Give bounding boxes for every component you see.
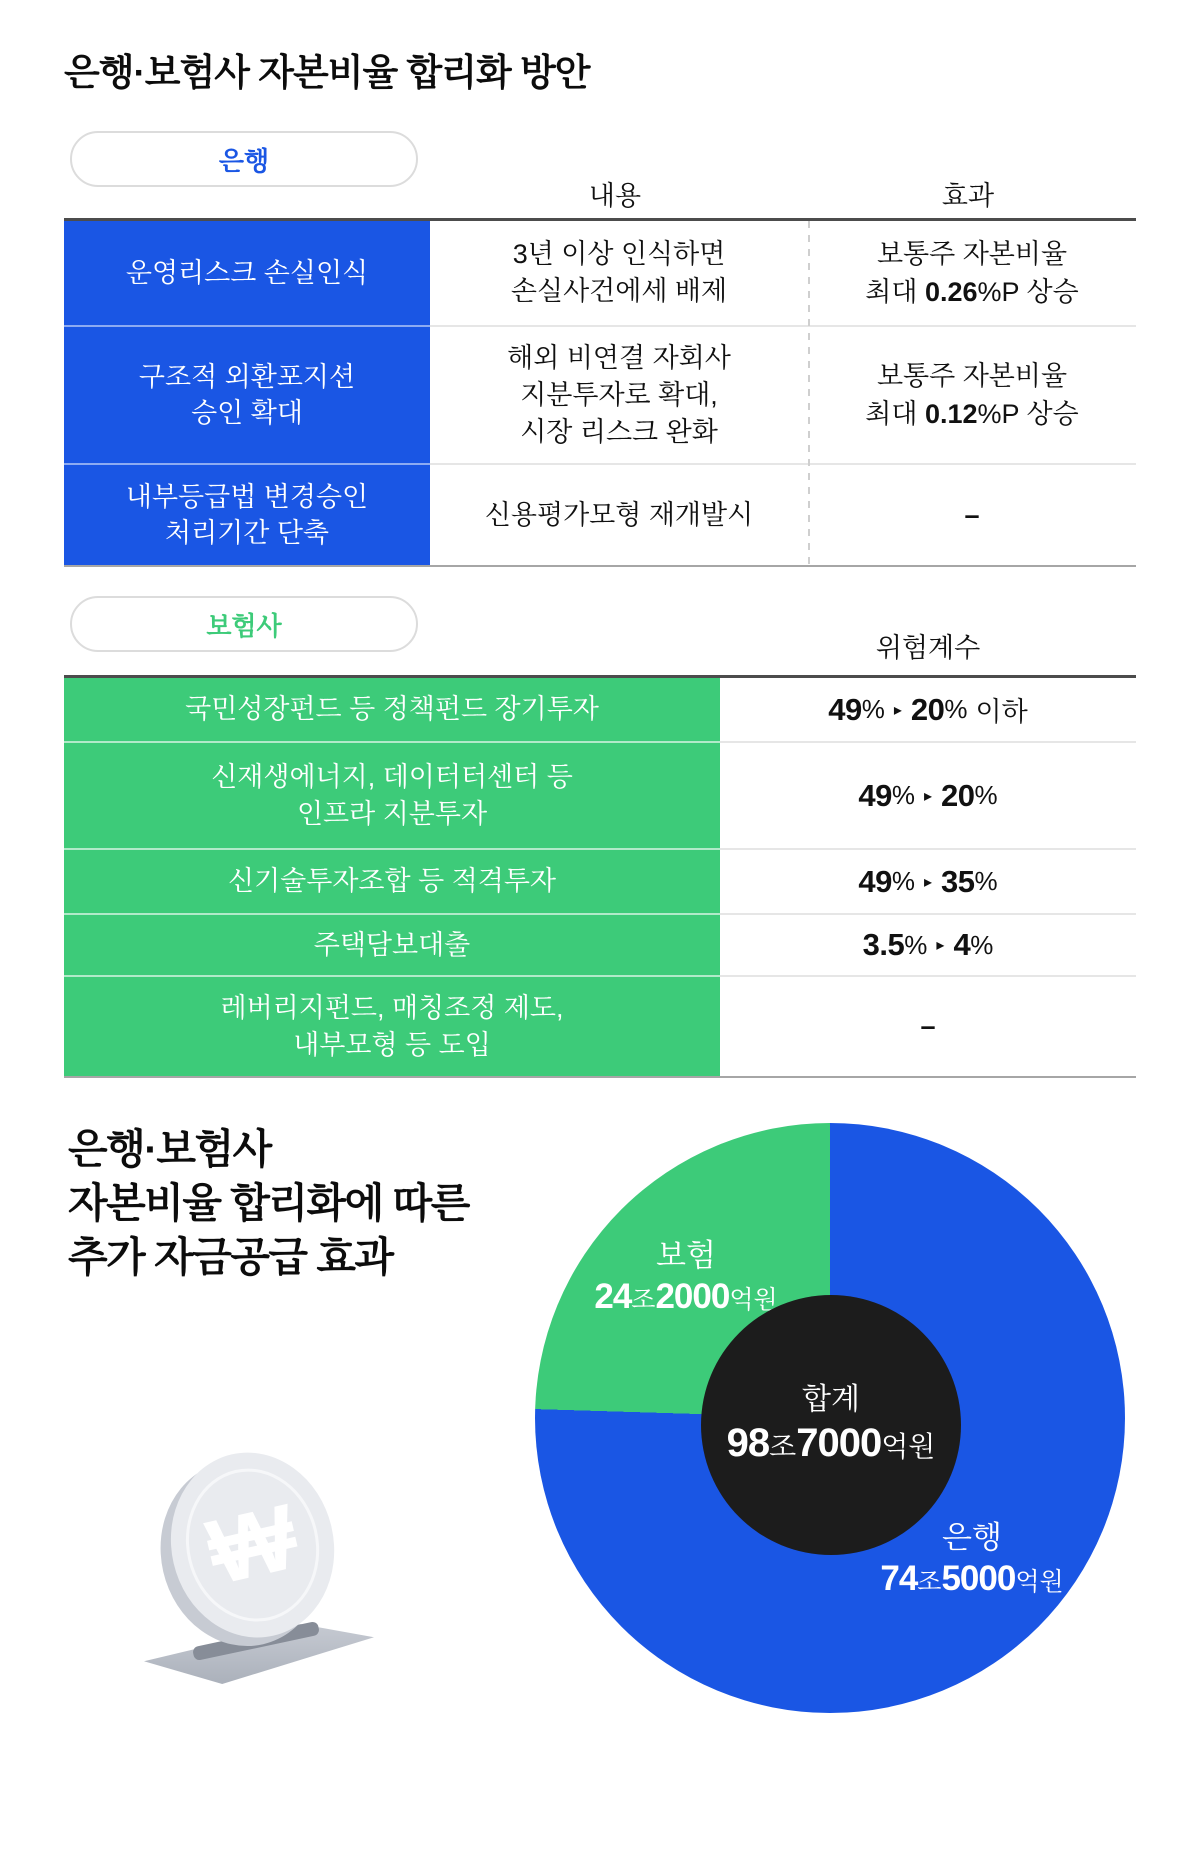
pie-label-bank: 은행 74조5000억원 [842,1518,1102,1603]
row-content-cell: 신용평가모형 재개발시 [430,463,808,565]
page-title: 은행·보험사 자본비율 합리화 방안 [64,52,590,93]
row-content-cell: 3년 이상 인식하면 손실사건에세 배제 [510,239,728,306]
risk-factor-header: 위험계수 [875,633,981,663]
arrow-icon: ▸ [923,873,933,891]
insurance-badge [70,596,418,652]
row-value-cell: 49 % ▸ 20 % 이하 [828,691,1028,727]
row-effect-cell: 보통주 자본비율 최대 0.26%P 상승 [865,239,1079,307]
row-value-cell: 49 % ▸ 35 % [720,848,1136,913]
row-label-cell: 구조적 외환포지션 승인 확대 [64,325,430,463]
insurance-badge-label: 보험사 [206,610,282,641]
arrow-icon: ▸ [923,787,933,805]
arrow-icon: ▸ [936,937,945,954]
insurance-table [64,675,1136,1078]
pie-value-bank: 74조5000억원 [880,1559,1064,1598]
row-effect-cell: – [808,463,1136,565]
row-label-cell: 레버리지펀드, 매칭조정 제도, 내부모형 등 도입 [64,975,720,1076]
row-value-cell: 3.5 % ▸ 4 % [720,913,1136,975]
row-content-cell: 해외 비연결 자회사 지분투자로 확대, 시장 리스크 완화 [430,325,808,463]
row-label-cell: 운영리스크 손실인식 [64,221,430,325]
row-label-cell: 주택담보대출 [64,913,720,975]
row-value-cell: 49 % ▸ 20 % [720,741,1136,848]
arrow-icon: ▸ [893,701,902,719]
coin-illustration [150,1452,380,1697]
column-divider-dashed [808,221,810,565]
bank-badge-label: 은행 [218,145,270,176]
row-label-cell: 내부등급법 변경승인 처리기간 단축 [64,463,430,565]
row-label-cell: 신기술투자조합 등 적격투자 [64,848,720,913]
chart-title: 은행·보험사 자본비율 합리화에 따른 추가 자금공급 효과 [68,1126,469,1280]
table-row [64,463,1136,565]
bank-col-header-effect: 효과 [941,181,995,211]
donut-center-value: 98조7000억원 [726,1421,936,1465]
table-row [64,678,1136,741]
table-row [64,741,1136,848]
bank-col-header-content: 내용 [588,181,642,211]
table-row [64,848,1136,913]
won-symbol: ₩ [198,1485,307,1605]
donut-center: 합계 98조7000억원 [701,1295,961,1555]
row-value-cell: – [720,975,1136,1076]
bank-badge [70,131,418,187]
coin-inner-ring [171,1455,334,1635]
table-row [64,975,1136,1076]
bank-table [64,218,1136,567]
row-label-cell: 신재생에너지, 데이터터센터 등 인프라 지분투자 [64,741,720,848]
table-row [64,325,1136,463]
pie-value-insurance: 24조2000억원 [594,1277,778,1316]
coin-face [153,1436,353,1654]
pie-label-insurance: 보험 24조2000억원 [556,1236,816,1321]
row-label-cell: 국민성장펀드 등 정책펀드 장기투자 [64,678,720,741]
row-effect-cell: 보통주 자본비율 최대 0.12%P 상승 [808,325,1136,463]
table-row [64,221,1136,325]
table-row [64,913,1136,975]
